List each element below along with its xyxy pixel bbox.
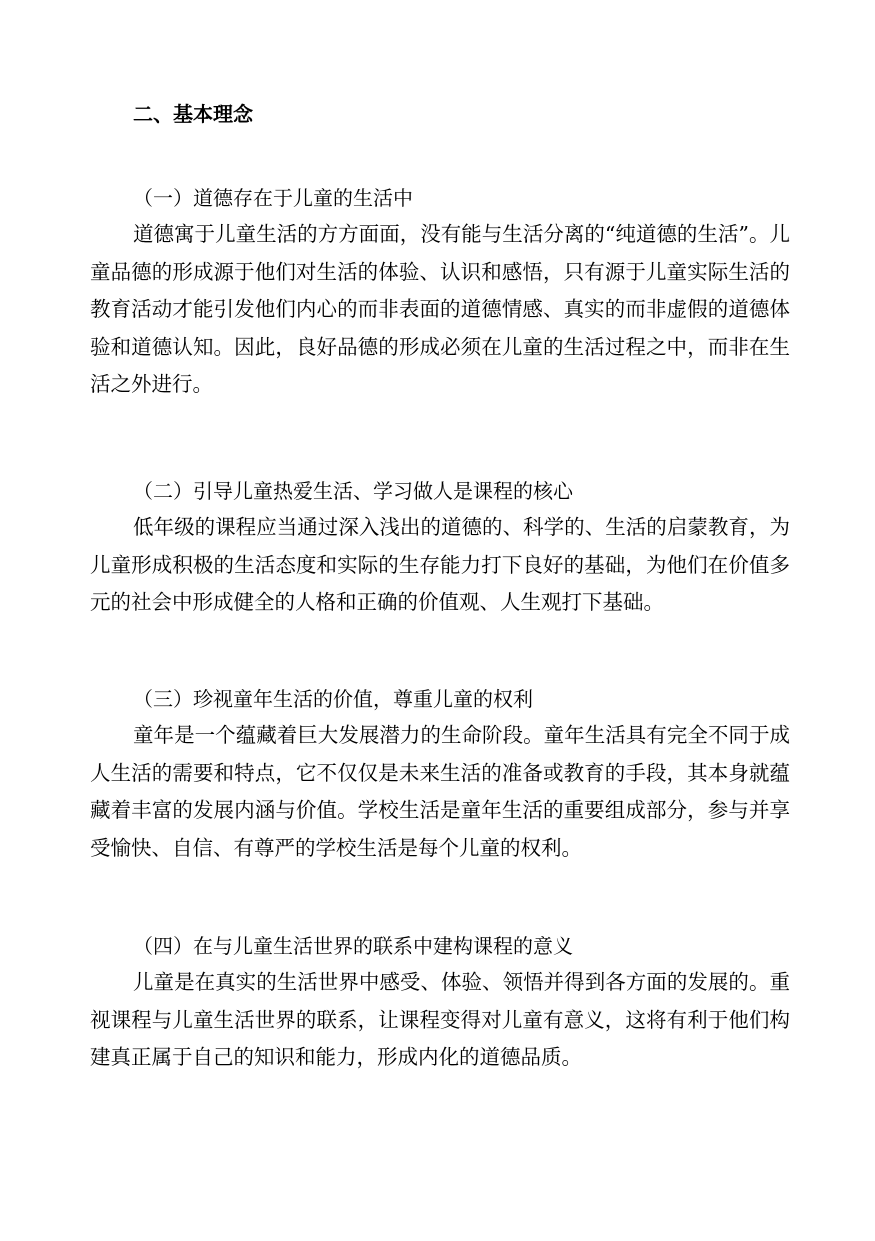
- principle-section-1: [90, 180, 790, 404]
- principle-section-2: [90, 473, 790, 622]
- principle-paragraph-4: 儿童是在真实的生活世界中感受、体验、领悟并得到各方面的发展的。重视课程与儿童生活世界的联系，让课程变得对儿童有意义，这将有利于他们构建真正属于自己的知识和能力，形成内化的道德品质。: [90, 970, 790, 1069]
- principle-section-4: [90, 928, 790, 1077]
- principle-paragraph-2: 低年级的课程应当通过深入浅出的道德的、科学的、生活的启蒙教育，为儿童形成积极的生活态度和实际的生存能力打下良好的基础，为他们在价值多元的社会中形成健全的人格和正确的价值观、人生观打下基础。: [90, 515, 790, 614]
- principle-paragraph-1: 道德寓于儿童生活的方方面面，没有能与生活分离的“纯道德的生活”。儿童品德的形成源于他们对生活的体验、认识和感悟，只有源于儿童实际生活的教育活动才能引发他们内心的而非表面的道德情感、真实的而非虚假的道德体验和道德认知。因此，良好品德的形成必须在儿童的生活过程之中，而非在生活之外进行。: [90, 222, 790, 396]
- principle-section-3: [90, 681, 790, 867]
- section-heading: 二、基本理念: [133, 102, 253, 126]
- principle-subheading-3: （三）珍视童年生活的价值，尊重儿童的权利: [133, 687, 533, 711]
- principle-paragraph-3: 童年是一个蕴藏着巨大发展潜力的生命阶段。童年生活具有完全不同于成人生活的需要和特点，它不仅仅是未来生活的准备或教育的手段，其本身就蕴藏着丰富的发展内涵与价值。学校生活是童年生活的重要组成部分，参与并享受愉快、自信、有尊严的学校生活是每个儿童的权利。: [90, 723, 790, 860]
- principle-subheading-2: （二）引导儿童热爱生活、学习做人是课程的核心: [133, 479, 573, 503]
- principle-subheading-1: （一）道德存在于儿童的生活中: [133, 186, 413, 210]
- principle-subheading-4: （四）在与儿童生活世界的联系中建构课程的意义: [133, 934, 573, 958]
